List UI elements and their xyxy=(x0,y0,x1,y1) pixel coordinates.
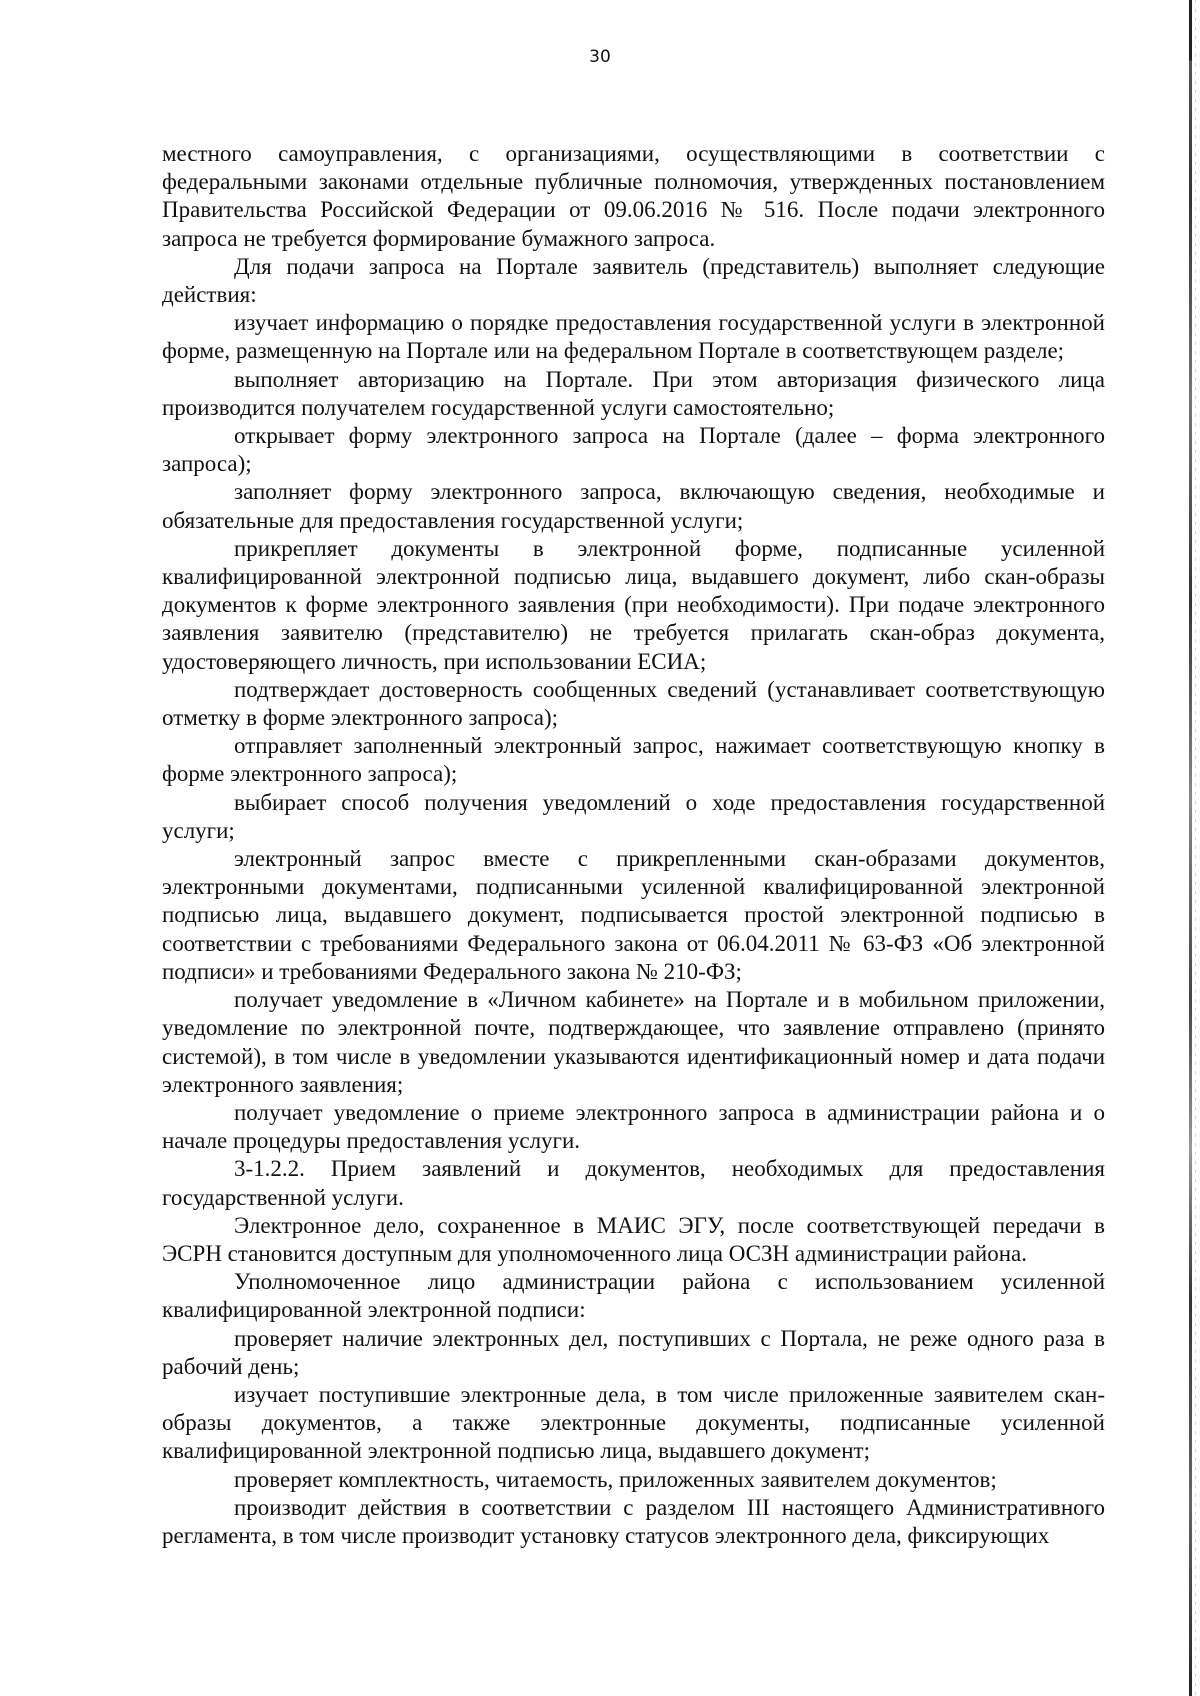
list-item: изучает поступившие электронные дела, в том числе приложенные заявителем скан-образы документов, а также электронные документы, подписанные усиленной квалифицированной электронной подписью лица, выдавшего документ; xyxy=(162,1381,1105,1464)
list-item: производит действия в соответствии с разделом III настоящего Административного регламента, в том числе производит установку статусов электронного дела, фиксирующих xyxy=(162,1494,1105,1548)
list-item: получает уведомление в «Личном кабинете» на Портале и в мобильном приложении, уведомление по электронной почте, подтверждающее, что заявление отправлено (принято системой), в том числе в уведомлении указываются идентификационный номер и дата подачи электронного заявления; xyxy=(162,987,1105,1097)
paragraph: Электронное дело, сохраненное в МАИС ЭГУ, после соответствующей передачи в ЭСРН становится доступным для уполномоченного лица ОСЗН администрации района. xyxy=(162,1212,1105,1266)
list-item: выбирает способ получения уведомлений о ходе предоставления государственной услуги; xyxy=(162,789,1105,843)
list-item: подтверждает достоверность сообщенных сведений (устанавливает соответствующую отметку в форме электронного запроса); xyxy=(162,676,1105,731)
list-item: заполняет форму электронного запроса, включающую сведения, необходимые и обязательные для предоставления государственной услуги; xyxy=(162,479,1105,533)
paragraph: местного самоуправления, с организациями, осуществляющими в соответствии с федеральными законами отдельные публичные полномочия, утвержденных постановлением Правительства Российской Федерации от 09.06.2016 № 516. После подачи электронного запроса не требуется формирование бумажного запроса. xyxy=(162,141,1105,251)
paragraph: Для подачи запроса на Портале заявитель (представитель) выполняет следующие действия: xyxy=(162,253,1105,308)
list-item: проверяет комплектность, читаемость, приложенных заявителем документов; xyxy=(234,1466,997,1492)
list-item: выполняет авторизацию на Портале. При этом авторизация физического лица производится получателем государственной услуги самостоятельно; xyxy=(162,366,1105,420)
scan-edge-artifact xyxy=(1195,0,1196,1696)
paragraph: Уполномоченное лицо администрации района с использованием усиленной квалифицированной электронной подписи: xyxy=(162,1269,1105,1323)
list-item: отправляет заполненный электронный запрос, нажимает соответствующую кнопку в форме электронного запроса); xyxy=(162,733,1105,787)
page-number: 30 xyxy=(589,47,611,67)
section-heading: 3-1.2.2. Прием заявлений и документов, необходимых для предоставления государственной услуги. xyxy=(162,1156,1105,1210)
document-body xyxy=(162,140,1105,1550)
list-item: открывает форму электронного запроса на Портале (далее – форма электронного запроса); xyxy=(162,423,1105,477)
scan-edge-artifact xyxy=(1189,0,1192,1696)
list-item: электронный запрос вместе с прикрепленными скан-образами документов, электронными документами, подписанными усиленной квалифицированной электронной подписью лица, выдавшего документ, подписывается простой электронной подписью в соответствии с требованиями Федерального закона от 06.04.2011 № 63-ФЗ «Об электронной подписи» и требованиями Федерального закона № 210-ФЗ; xyxy=(162,846,1105,984)
list-item: проверяет наличие электронных дел, поступивших с Портала, не реже одного раза в рабочий день; xyxy=(162,1325,1105,1379)
list-item: прикрепляет документы в электронной форме, подписанные усиленной квалифицированной электронной подписью лица, выдавшего документ, либо скан-образы документов к форме электронного заявления (при необходимости). При подаче электронного заявления заявителю (представителю) не требуется прилагать скан-образ документа, удостоверяющего личность, при использовании ЕСИА; xyxy=(162,535,1105,674)
list-item: получает уведомление о приеме электронного запроса в администрации района и о начале процедуры предоставления услуги. xyxy=(162,1099,1105,1154)
list-item: изучает информацию о порядке предоставления государственной услуги в электронной форме, размещенную на Портале или на федеральном Портале в соответствующем разделе; xyxy=(162,310,1105,364)
